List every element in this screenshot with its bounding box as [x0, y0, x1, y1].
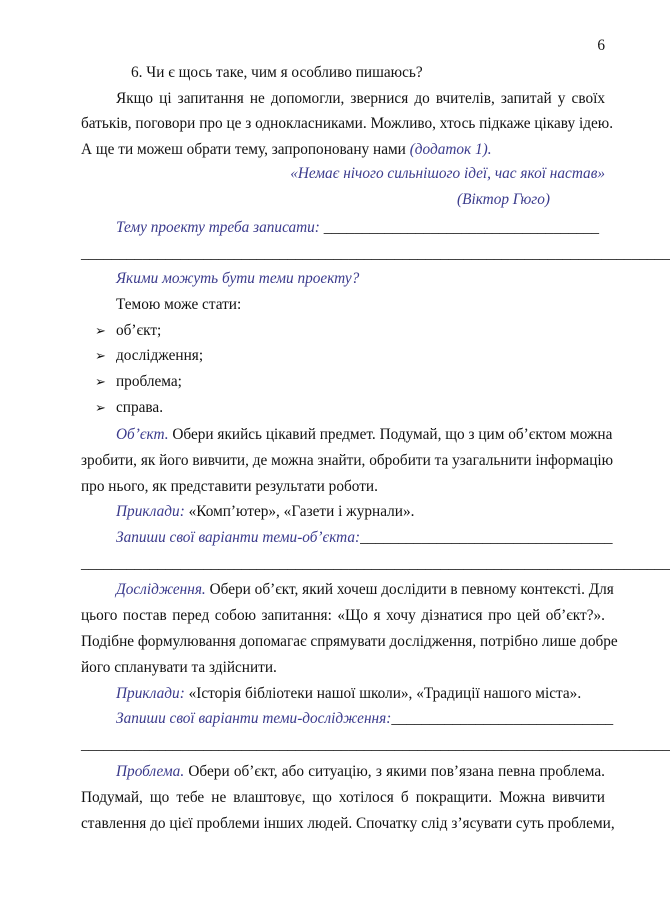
research-line-2: цього постав перед собою запитання: «Що я хочу дізнатися про цей об’єкт?». [81, 607, 605, 624]
page-number: 6 [597, 37, 605, 54]
problem-text: Обери об’єкт, або ситуацію, з якими пов’язана певна проблема. [184, 763, 605, 780]
themes-question: Якими можуть бути теми проекту? [116, 270, 360, 287]
research-line-3: Подібне формулювання допомагає спрямувати дослідження, потрібно лише добре [81, 633, 618, 650]
research-write-line [116, 709, 614, 729]
epigraph-quote: «Немає нічого сильнішого ідеї, час якої настав» [290, 165, 605, 182]
object-text: Обери якийсь цікавий предмет. Подумай, що з цим об’єктом можна [168, 426, 613, 443]
arrow-bullet-icon: ➢ [95, 323, 106, 338]
epigraph-author: (Віктор Гюго) [457, 191, 551, 208]
research-examples-text: «Історія бібліотеки нашої школи», «Традиції нашого міста». [184, 685, 582, 702]
object-line-3: про нього, як представити результати роботи. [81, 478, 378, 495]
theme-can-be: Темою може стати: [116, 296, 242, 313]
examples-label: Приклади: [116, 685, 185, 702]
paragraph-1-text: А ще ти можеш обрати тему, запропоновану нами [81, 141, 410, 158]
object-write-label: Запиши свої варіанти теми-об’єкта: [116, 529, 361, 546]
bullet-item: об’єкт; [116, 322, 162, 339]
arrow-bullet-icon: ➢ [95, 400, 106, 415]
object-write-blank: _________________________________ [360, 529, 613, 546]
problem-label: Проблема. [116, 763, 185, 780]
research-line-1 [116, 580, 614, 600]
arrow-bullet-icon: ➢ [95, 348, 106, 363]
bullet-item: дослідження; [116, 347, 204, 364]
appendix-reference: (додаток 1). [409, 141, 492, 158]
object-examples-text: «Комп’ютер», «Газети і журнали». [184, 503, 415, 520]
object-write-line [116, 528, 613, 548]
research-examples [116, 684, 605, 704]
arrow-bullet-icon: ➢ [95, 374, 106, 389]
problem-line-3: ставлення до цієї проблеми інших людей. Спочатку слід з’ясувати суть проблеми, [81, 815, 615, 832]
bullet-item: проблема; [116, 373, 182, 390]
question-6: 6. Чи є щось таке, чим я особливо пишаюсь? [131, 64, 423, 81]
paragraph-1-line-3 [81, 140, 605, 160]
research-label: Дослідження. [116, 581, 206, 598]
topic-label: Тему проекту треба записати: [116, 219, 324, 236]
object-blank-line: _____________________________________________________________________________ [81, 555, 670, 572]
object-examples [116, 502, 605, 522]
problem-line-1 [116, 762, 605, 782]
object-line-2: зробити, як його вивчити, де можна знайти, обробити та узагальнити інформацію [81, 452, 614, 469]
examples-label: Приклади: [116, 503, 185, 520]
object-line-1 [116, 425, 613, 445]
research-line-4: його спланувати та здійснити. [81, 659, 277, 676]
paragraph-1-line-1: Якщо ці запитання не допомогли, звернися до вчителів, запитай у своїх [116, 90, 605, 107]
research-write-blank: _____________________________ [391, 710, 614, 727]
research-text: Обери об’єкт, який хочеш дослідити в певному контексті. Для [205, 581, 614, 598]
object-label: Об’єкт. [116, 426, 169, 443]
topic-blank-line: _____________________________________________________________________________ [81, 245, 670, 262]
topic-write-line [116, 218, 605, 238]
paragraph-1-line-2: батьків, поговори про це з однокласниками. Можливо, хтось підкаже цікаву ідею. [81, 115, 614, 132]
research-write-label: Запиши свої варіанти теми-дослідження: [116, 710, 392, 727]
bullet-item: справа. [116, 399, 164, 416]
problem-line-2: Подумай, що тебе не влаштовує, що хотілося б покращити. Можна вивчити [81, 789, 605, 806]
topic-blank: ____________________________________ [323, 219, 600, 236]
research-blank-line: _____________________________________________________________________________ [81, 736, 670, 753]
